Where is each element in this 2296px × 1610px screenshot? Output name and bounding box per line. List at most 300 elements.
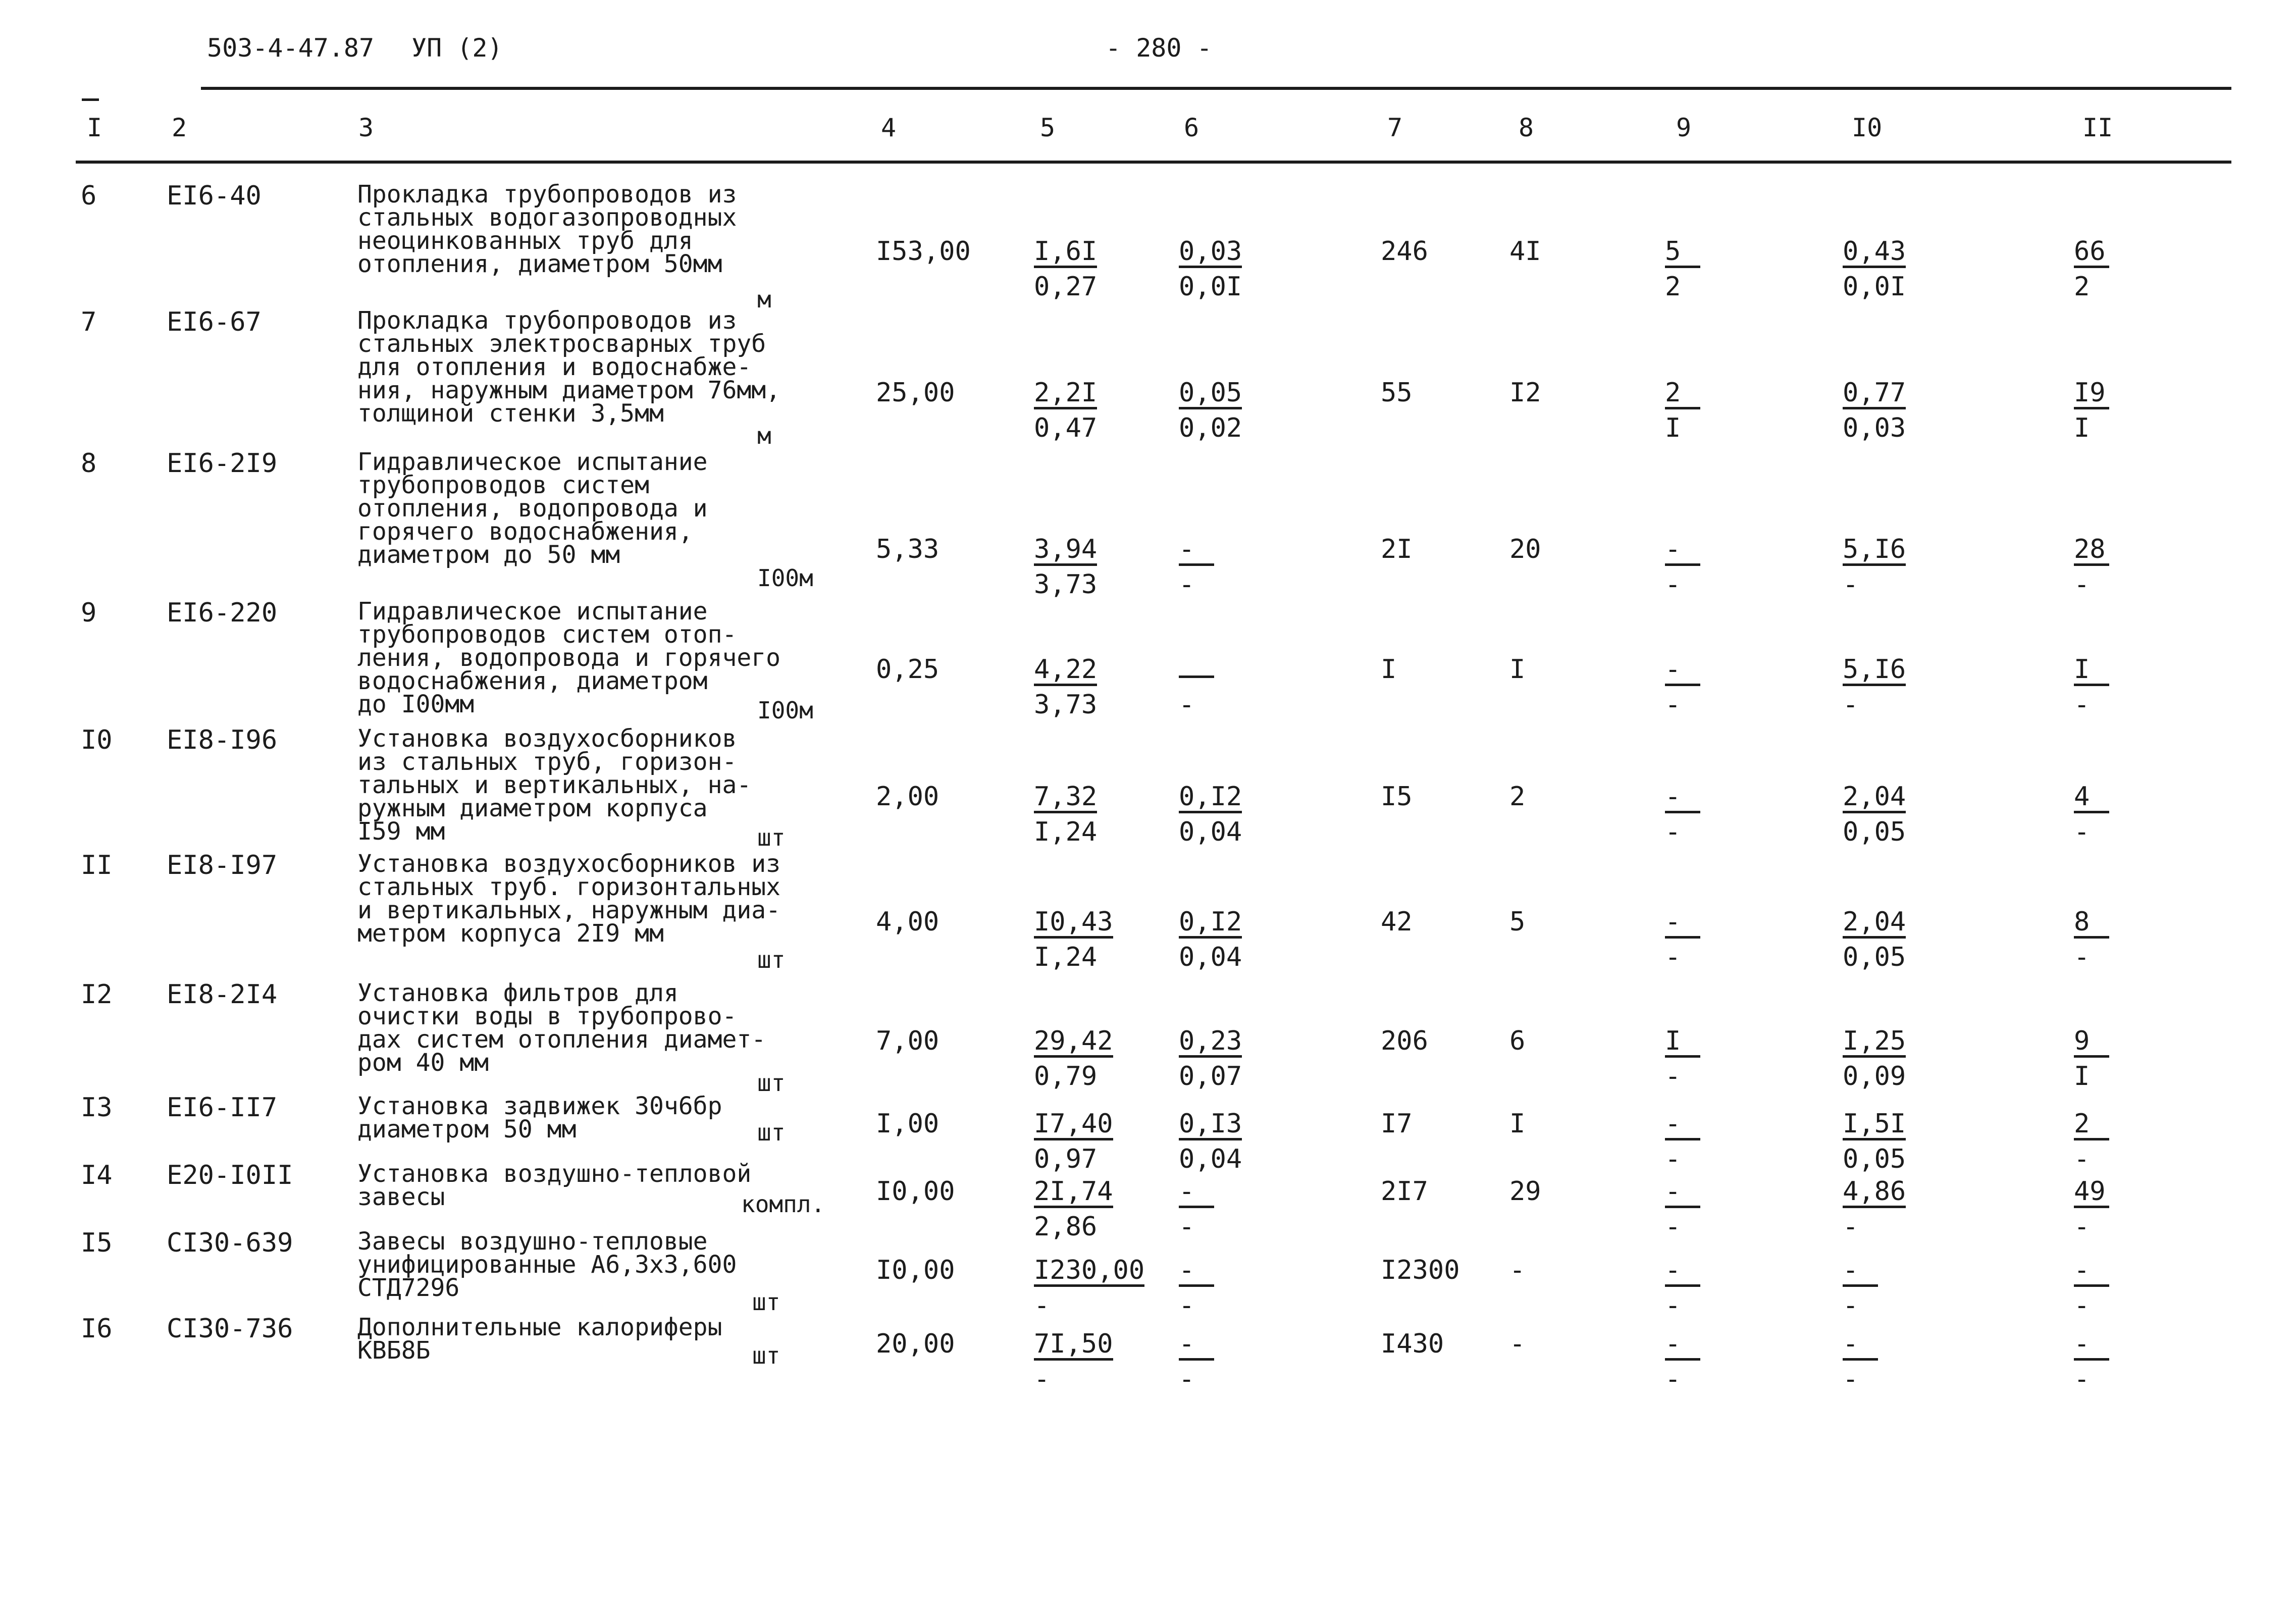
value-c7: 2I7 [1381, 1176, 1428, 1207]
fraction-numerator [2074, 380, 2190, 410]
fraction-numerator-value: I,5I [1843, 1111, 1906, 1140]
fraction-denominator: - [1179, 1212, 1195, 1242]
fraction-numerator-value: 29,42 [1034, 1028, 1113, 1058]
fraction-numerator-value: - [1179, 536, 1214, 566]
value-c8: I [1509, 654, 1526, 685]
fraction-c11 [2074, 909, 2190, 970]
fraction-numerator-value: - [1179, 1331, 1214, 1361]
measure-unit: шт [757, 824, 786, 851]
fraction-denominator: - [1665, 817, 1681, 847]
fraction-denominator: - [2074, 1144, 2090, 1174]
fraction-numerator-value: 4,86 [1843, 1178, 1906, 1208]
fraction-numerator-value: 7I,50 [1034, 1331, 1113, 1361]
fraction-c11 [2074, 238, 2190, 300]
fraction-denominator: 0,97 [1034, 1144, 1098, 1174]
fraction-denominator: 0,04 [1179, 942, 1242, 972]
fraction-numerator-value: I7,40 [1034, 1111, 1113, 1140]
measure-unit: шт [757, 1069, 786, 1097]
norm-code: EI6-2I9 [167, 448, 278, 479]
fraction-numerator [2074, 1331, 2190, 1361]
fraction-c9 [1665, 1257, 1781, 1319]
work-description: Установка воздушно-тепловой завесы [357, 1160, 752, 1211]
header-rule-left [82, 98, 99, 101]
quantity: I53,00 [876, 236, 971, 267]
fraction-denominator: - [2074, 690, 2090, 720]
measure-unit: м [757, 286, 771, 313]
fraction-numerator [2074, 909, 2190, 939]
norm-code: EI6-67 [167, 307, 262, 337]
fraction-numerator-value: 8 [2074, 909, 2109, 939]
fraction-c9 [1665, 1026, 1781, 1092]
fraction-numerator [1665, 784, 1781, 814]
fraction-numerator-value: 2,04 [1843, 784, 1906, 813]
fraction-numerator-value: 3,94 [1034, 536, 1097, 566]
fraction-denominator: - [1843, 1212, 1859, 1242]
fraction-c6 [1179, 1331, 1295, 1392]
column-header-10: I0 [1852, 113, 1883, 142]
norm-code: E20-I0II [167, 1160, 293, 1190]
fraction-c9 [1665, 238, 1781, 300]
fraction-denominator: 2 [2074, 272, 2090, 302]
fraction-numerator [1179, 1028, 1295, 1058]
fraction-c10 [1843, 1331, 1959, 1392]
fraction-numerator [1034, 1028, 1150, 1058]
fraction-denominator: - [1665, 942, 1681, 972]
work-description: Установка задвижек 30ч6бр диаметром 50 мм [357, 1092, 722, 1144]
fraction-numerator-value: I230,00 [1034, 1257, 1144, 1287]
fraction-numerator-value: - [1665, 1111, 1700, 1140]
fraction-c11 [2074, 784, 2190, 845]
fraction-numerator [1179, 380, 1295, 410]
work-description: Прокладка трубопроводов из стальных электросварных труб для отопления и водоснабже- ния, наружным диаметром 76мм, толщиной стенки 3,5мм [357, 306, 781, 428]
row-number: I2 [81, 979, 113, 1010]
fraction-c5 [1034, 784, 1150, 845]
fraction-numerator-value: - [1665, 1331, 1700, 1361]
fraction-c9 [1665, 784, 1781, 845]
work-description: Установка фильтров для очистки воды в трубопрово- дах систем отопления диамет- ром 40 мм [357, 979, 766, 1077]
norm-code: EI6-II7 [167, 1093, 278, 1123]
fraction-c10 [1843, 909, 1959, 970]
fraction-numerator-value: - [1843, 1331, 1878, 1361]
fraction-denominator: - [1179, 690, 1195, 720]
fraction-denominator: 3,73 [1034, 569, 1098, 600]
fraction-numerator [1034, 1331, 1150, 1361]
fraction-denominator: - [1665, 1061, 1681, 1092]
header-rule-top [201, 87, 2231, 90]
work-description: Гидравлическое испытание трубопроводов систем отопления, водопровода и горячего водоснабжения, диаметром до 50 мм [357, 448, 708, 569]
measure-unit: м [757, 422, 771, 449]
value-c8: 29 [1509, 1176, 1541, 1207]
fraction-denominator: - [1665, 1144, 1681, 1174]
value-c7: I2300 [1381, 1255, 1460, 1285]
fraction-c10 [1843, 656, 1959, 718]
fraction-numerator-value: I,6I [1034, 238, 1097, 268]
fraction-numerator-value: - [2074, 1257, 2109, 1287]
fraction-c5 [1034, 536, 1150, 598]
measure-unit: шт [752, 1342, 780, 1369]
fraction-numerator-value: 7,32 [1034, 784, 1097, 813]
fraction-denominator: 0,27 [1034, 272, 1098, 302]
value-c7: I [1381, 654, 1397, 685]
work-description: Прокладка трубопроводов из стальных водогазопроводных неоцинкованных труб для отопления, диаметром 50мм [357, 180, 737, 278]
fraction-c6 [1179, 1257, 1295, 1319]
fraction-denominator: 0,09 [1843, 1061, 1906, 1092]
row-number: 9 [81, 598, 97, 628]
fraction-denominator: 0,04 [1179, 1144, 1242, 1174]
column-header-2: 2 [172, 113, 187, 142]
fraction-c11 [2074, 1178, 2190, 1240]
fraction-numerator [1665, 909, 1781, 939]
value-c8: 5 [1509, 907, 1526, 937]
fraction-c6 [1179, 909, 1295, 970]
fraction-numerator [1034, 1111, 1150, 1141]
fraction-denominator: - [2074, 1212, 2090, 1242]
fraction-denominator: 2 [1665, 272, 1681, 302]
fraction-denominator: 0,05 [1843, 942, 1906, 972]
row-number: 6 [81, 181, 97, 211]
column-header-8: 8 [1519, 113, 1534, 142]
fraction-denominator: - [1665, 690, 1681, 720]
fraction-c5 [1034, 656, 1150, 718]
value-c8: 4I [1509, 236, 1541, 267]
fraction-denominator: - [1665, 1212, 1681, 1242]
fraction-denominator: 3,73 [1034, 690, 1098, 720]
work-description: Дополнительные калориферы КВБ8Б [357, 1313, 722, 1365]
fraction-c11 [2074, 1111, 2190, 1172]
row-number: I6 [81, 1314, 113, 1344]
fraction-c9 [1665, 536, 1781, 598]
fraction-c11 [2074, 536, 2190, 598]
fraction-denominator: - [2074, 569, 2090, 600]
fraction-numerator-value: 0,05 [1179, 380, 1242, 409]
fraction-numerator-value: 2I,74 [1034, 1178, 1113, 1208]
fraction-numerator-value: 4,22 [1034, 656, 1097, 686]
fraction-numerator-value: 49 [2074, 1178, 2109, 1208]
fraction-numerator [1665, 1028, 1781, 1058]
fraction-numerator-value: 5,I6 [1843, 656, 1906, 686]
fraction-c10 [1843, 1178, 1959, 1240]
fraction-c5 [1034, 1257, 1150, 1319]
column-header-6: 6 [1184, 113, 1199, 142]
measure-unit: компл. [741, 1190, 825, 1218]
quantity: 25,00 [876, 378, 955, 408]
fraction-numerator-value: I [1665, 1028, 1700, 1058]
fraction-numerator-value: 0,03 [1179, 238, 1242, 268]
value-c7: I5 [1381, 782, 1413, 812]
measure-unit: I00м [757, 697, 813, 724]
fraction-denominator: - [1665, 1290, 1681, 1321]
column-header-1: I [87, 113, 102, 142]
fraction-denominator: - [2074, 1364, 2090, 1394]
fraction-numerator-value: 0,23 [1179, 1028, 1242, 1058]
norm-code: EI8-I96 [167, 725, 278, 755]
fraction-numerator-value: 2,04 [1843, 909, 1906, 939]
fraction-c10 [1843, 380, 1959, 441]
fraction-numerator [1665, 1331, 1781, 1361]
norm-code: EI8-2I4 [167, 979, 278, 1010]
fraction-denominator: I,24 [1034, 817, 1098, 847]
fraction-numerator-value: - [1665, 1178, 1700, 1208]
measure-unit: шт [757, 1119, 786, 1146]
fraction-numerator [1179, 1178, 1295, 1209]
fraction-numerator-value: 9 [2074, 1028, 2109, 1058]
fraction-denominator: - [1843, 1290, 1859, 1321]
fraction-c6 [1179, 1111, 1295, 1172]
quantity: 7,00 [876, 1026, 940, 1056]
quantity: 4,00 [876, 907, 940, 937]
value-c8: - [1509, 1329, 1526, 1359]
fraction-denominator: 0,0I [1179, 272, 1242, 302]
fraction-numerator [2074, 1028, 2190, 1058]
fraction-c6 [1179, 238, 1295, 300]
fraction-denominator: I [2074, 413, 2090, 443]
row-number: II [81, 850, 113, 880]
fraction-denominator: 0,07 [1179, 1061, 1242, 1092]
fraction-denominator: - [1843, 1364, 1859, 1394]
fraction-numerator-value: 0,I3 [1179, 1111, 1242, 1140]
fraction-numerator-value: 2 [2074, 1111, 2109, 1140]
fraction-c9 [1665, 1111, 1781, 1172]
fraction-denominator: - [1843, 690, 1859, 720]
fraction-numerator [1179, 1257, 1295, 1287]
quantity: I0,00 [876, 1176, 955, 1207]
column-header-7: 7 [1387, 113, 1403, 142]
fraction-numerator-value: - [1665, 1257, 1700, 1287]
fraction-c10 [1843, 784, 1959, 845]
fraction-numerator-value: - [1665, 784, 1700, 813]
measure-unit: шт [752, 1288, 780, 1316]
norm-code: EI8-I97 [167, 850, 278, 880]
value-c7: I430 [1381, 1329, 1444, 1359]
quantity: I0,00 [876, 1255, 955, 1285]
fraction-c11 [2074, 1331, 2190, 1392]
fraction-c5 [1034, 238, 1150, 300]
fraction-numerator [1179, 656, 1295, 687]
fraction-numerator-value: I [2074, 656, 2109, 686]
fraction-numerator-value: I9 [2074, 380, 2109, 409]
value-c8: 20 [1509, 534, 1541, 564]
fraction-numerator-value: 5,I6 [1843, 536, 1906, 566]
fraction-numerator-value: 4 [2074, 784, 2109, 813]
fraction-numerator [1843, 909, 1959, 939]
fraction-denominator: - [1665, 569, 1681, 600]
quantity: I,00 [876, 1109, 940, 1139]
fraction-numerator-value [1179, 674, 1214, 678]
fraction-c6 [1179, 784, 1295, 845]
value-c7: 2I [1381, 534, 1413, 564]
fraction-c5 [1034, 1111, 1150, 1172]
fraction-numerator [1034, 1178, 1150, 1209]
fraction-numerator [1665, 1178, 1781, 1209]
fraction-numerator [2074, 238, 2190, 269]
fraction-numerator [1179, 536, 1295, 566]
value-c7: I7 [1381, 1109, 1413, 1139]
fraction-c6 [1179, 380, 1295, 441]
fraction-numerator [2074, 1111, 2190, 1141]
quantity: 2,00 [876, 782, 940, 812]
work-description: Установка воздухосборников из стальных труб, горизон- тальных и вертикальных, на- ружным диаметром корпуса I59 мм [357, 724, 752, 846]
fraction-c9 [1665, 909, 1781, 970]
header-rule-bottom [76, 161, 2231, 164]
column-header-3: 3 [358, 113, 374, 142]
norm-code: EI6-40 [167, 181, 262, 211]
fraction-numerator [1843, 1028, 1959, 1058]
fraction-c10 [1843, 1026, 1959, 1092]
fraction-c9 [1665, 1178, 1781, 1240]
fraction-c5 [1034, 380, 1150, 441]
fraction-numerator [2074, 784, 2190, 814]
fraction-numerator [1665, 1257, 1781, 1287]
value-c7: 246 [1381, 236, 1428, 267]
fraction-numerator [1843, 1257, 1959, 1287]
fraction-denominator: - [2074, 817, 2090, 847]
fraction-c10 [1843, 1257, 1959, 1319]
fraction-denominator: I,24 [1034, 942, 1098, 972]
fraction-numerator-value: - [1665, 656, 1700, 686]
fraction-c10 [1843, 536, 1959, 598]
fraction-c9 [1665, 1331, 1781, 1392]
value-c8: - [1509, 1255, 1526, 1285]
fraction-denominator: 2,86 [1034, 1212, 1098, 1242]
fraction-numerator-value: I0,43 [1034, 909, 1113, 939]
fraction-denominator: 0,05 [1843, 1144, 1906, 1174]
fraction-numerator [1034, 656, 1150, 687]
value-c8: 2 [1509, 782, 1526, 812]
fraction-c11 [2074, 656, 2190, 718]
fraction-numerator [1179, 238, 1295, 269]
norm-code: CI30-736 [167, 1314, 293, 1344]
fraction-numerator-value: - [1179, 1257, 1214, 1287]
fraction-c6 [1179, 656, 1295, 718]
fraction-numerator [1843, 1178, 1959, 1209]
fraction-c10 [1843, 1111, 1959, 1172]
fraction-numerator [1843, 1111, 1959, 1141]
norm-code: CI30-639 [167, 1228, 293, 1258]
fraction-numerator-value: - [1843, 1257, 1878, 1287]
fraction-denominator: - [2074, 1290, 2090, 1321]
fraction-c11 [2074, 380, 2190, 441]
fraction-numerator [1665, 536, 1781, 566]
fraction-denominator: - [1034, 1364, 1050, 1394]
fraction-c6 [1179, 1178, 1295, 1240]
fraction-denominator: - [1034, 1290, 1050, 1321]
fraction-denominator: - [1843, 569, 1859, 600]
fraction-numerator-value: I,25 [1843, 1028, 1906, 1058]
fraction-denominator: I [1665, 413, 1681, 443]
row-number: I4 [81, 1160, 113, 1190]
fraction-numerator [1034, 238, 1150, 269]
fraction-numerator [2074, 1257, 2190, 1287]
fraction-numerator-value: 0,I2 [1179, 909, 1242, 939]
fraction-denominator: 0,47 [1034, 413, 1098, 443]
fraction-c5 [1034, 1331, 1150, 1392]
column-header-4: 4 [881, 113, 897, 142]
fraction-numerator-value: 28 [2074, 536, 2109, 566]
fraction-numerator [1665, 1111, 1781, 1141]
fraction-c5 [1034, 909, 1150, 970]
value-c7: 55 [1381, 378, 1413, 408]
fraction-numerator [1179, 1331, 1295, 1361]
fraction-numerator [1034, 380, 1150, 410]
fraction-c11 [2074, 1026, 2190, 1092]
quantity: 20,00 [876, 1329, 955, 1359]
fraction-c9 [1665, 656, 1781, 718]
quantity: 0,25 [876, 654, 940, 685]
fraction-numerator [1179, 784, 1295, 814]
work-description: Гидравлическое испытание трубопроводов систем отоп- ления, водопровода и горячего водоснабжения, диаметром до I00мм [357, 597, 781, 718]
fraction-numerator [1843, 784, 1959, 814]
fraction-numerator-value: 0,43 [1843, 238, 1906, 268]
value-c8: I2 [1509, 378, 1541, 408]
fraction-denominator: 0,79 [1034, 1061, 1098, 1092]
fraction-denominator: 0,0I [1843, 272, 1906, 302]
work-description: Установка воздухосборников из стальных труб. горизонтальных и вертикальных, наружным диа- метром корпуса 2I9 мм [357, 850, 781, 948]
column-header-9: 9 [1676, 113, 1692, 142]
row-number: 7 [81, 307, 97, 337]
fraction-numerator [1034, 536, 1150, 566]
fraction-numerator [1843, 380, 1959, 410]
fraction-numerator [1034, 1257, 1150, 1287]
fraction-denominator: 0,02 [1179, 413, 1242, 443]
fraction-numerator [1034, 784, 1150, 814]
fraction-c5 [1034, 1178, 1150, 1240]
value-c8: 6 [1509, 1026, 1526, 1056]
fraction-denominator: 0,03 [1843, 413, 1906, 443]
fraction-numerator [1665, 380, 1781, 410]
fraction-numerator [1843, 656, 1959, 687]
fraction-c9 [1665, 380, 1781, 441]
fraction-numerator-value: 66 [2074, 238, 2109, 268]
fraction-numerator [1034, 909, 1150, 939]
fraction-denominator: - [1179, 1290, 1195, 1321]
fraction-c6 [1179, 1026, 1295, 1092]
value-c8: I [1509, 1109, 1526, 1139]
norm-code: EI6-220 [167, 598, 278, 628]
value-c7: 42 [1381, 907, 1413, 937]
column-header-5: 5 [1040, 113, 1056, 142]
fraction-c11 [2074, 1257, 2190, 1319]
fraction-c5 [1034, 1026, 1150, 1092]
fraction-numerator [1843, 238, 1959, 269]
fraction-numerator-value: 0,77 [1843, 380, 1906, 409]
fraction-numerator-value: - [1179, 1178, 1214, 1208]
row-number: I0 [81, 725, 113, 755]
measure-unit: шт [757, 946, 786, 973]
fraction-numerator [1179, 909, 1295, 939]
fraction-numerator [1665, 656, 1781, 687]
work-description: Завесы воздушно-тепловые унифицированные А6,3х3,600 СТД7296 [357, 1227, 737, 1302]
fraction-denominator: 0,04 [1179, 817, 1242, 847]
fraction-denominator: - [1665, 1364, 1681, 1394]
fraction-numerator-value: - [1665, 536, 1700, 566]
fraction-denominator: - [1179, 1364, 1195, 1394]
fraction-numerator [1843, 1331, 1959, 1361]
fraction-numerator [2074, 1178, 2190, 1209]
fraction-numerator-value: 2 [1665, 380, 1700, 409]
fraction-numerator-value: 2,2I [1034, 380, 1097, 409]
quantity: 5,33 [876, 534, 940, 564]
fraction-denominator: - [1179, 569, 1195, 600]
fraction-numerator-value: - [1665, 909, 1700, 939]
fraction-numerator [1665, 238, 1781, 269]
fraction-numerator-value: 0,I2 [1179, 784, 1242, 813]
fraction-numerator [1843, 536, 1959, 566]
fraction-c6 [1179, 536, 1295, 598]
fraction-numerator [2074, 536, 2190, 566]
row-number: 8 [81, 448, 97, 479]
measure-unit: I00м [757, 564, 813, 592]
fraction-numerator-value: - [2074, 1331, 2109, 1361]
